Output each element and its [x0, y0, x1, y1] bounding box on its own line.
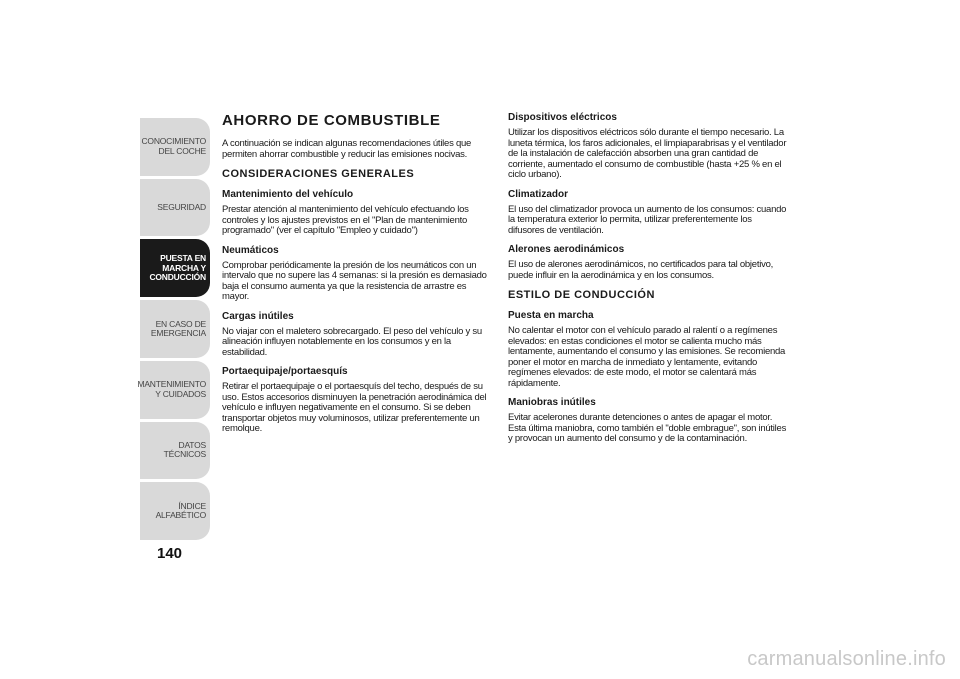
tab-seguridad[interactable]	[140, 179, 210, 237]
tab-label: ÍNDICE ALFABÉTICO	[155, 500, 206, 521]
subsection-text: El uso del climatizador provoca un aumento de los consumos: cuando la temperatura exterior lo permita, utilizar preferentemente los difusores de ventilación.	[508, 203, 787, 236]
subsection-heading: Neumáticos	[222, 244, 279, 256]
page-number: 140	[157, 545, 183, 562]
left-column	[222, 112, 494, 441]
subsection-text: Evitar acelerones durante detenciones o antes de apagar el motor. Esta última maniobra, como también el "doble embrague", son inútiles y provocan un aumento del consumo y de la contaminación.	[508, 412, 787, 444]
page-title: AHORRO DE COMBUSTIBLE	[222, 112, 441, 129]
tab-en-caso-de-emergencia[interactable]	[140, 300, 210, 358]
tab-indice-alfabetico[interactable]	[140, 482, 210, 540]
tab-datos-tecnicos[interactable]	[140, 422, 210, 480]
section-title: ESTILO DE CONDUCCIÓN	[508, 289, 655, 301]
tab-conocimiento-del-coche[interactable]	[140, 118, 210, 176]
subsection-heading: Mantenimiento del vehículo	[222, 189, 354, 200]
tab-label: EN CASO DE EMERGENCIA	[150, 318, 206, 339]
subsection-heading: Maniobras inútiles	[508, 397, 596, 408]
subsection-heading: Cargas inútiles	[222, 310, 294, 322]
subsection-text: Retirar el portaequipaje o el portaesquís del techo, después de su uso. Estos accesorios disminuyen la penetración aerodinámica del vehículo e influyen negativamente en el consumo. Si se deben transportar objetos muy voluminosos, utilizar preferentemente un remolque.	[222, 381, 487, 434]
tab-puesta-en-marcha[interactable]	[140, 239, 210, 297]
subsection-text: Comprobar periódicamente la presión de los neumáticos con un intervalo que no supere las 4 semanas: si la presión es demasiado baja el consumo aumenta ya que la resistencia de arrastre es mayor.	[222, 259, 487, 302]
subsection-text: El uso de alerones aerodinámicos, no certificados para tal objetivo, puede influir en la aerodinámica y en los consumos.	[508, 259, 773, 281]
tab-label: CONOCIMIENTO DEL COCHE	[141, 136, 206, 156]
intro-text: A continuación se indican algunas recomendaciones útiles que permiten ahorrar combustible y reducir las emisiones nocivas.	[222, 138, 472, 160]
subsection-heading: Alerones aerodinámicos	[508, 244, 625, 255]
subsection-heading: Puesta en marcha	[508, 310, 594, 321]
subsection-text: Utilizar los dispositivos eléctricos sólo durante el tiempo necesario. La luneta térmica, los faros adicionales, el limpiaparabrisas y el ventilador de la instalación de calefacción absorben una gran cantidad de corriente, aumentado el consumo de combustible (hasta +25 % en el ciclo urbano).	[508, 127, 787, 180]
watermark: carmanualsonline.info	[747, 648, 946, 670]
tab-label: PUESTA EN MARCHA Y CONDUCCIÓN	[149, 253, 206, 283]
subsection-text: Prestar atención al mantenimiento del vehículo efectuando los controles y los ajustes previstos en el "Plan de mantenimiento programado" (ver el capítulo "Empleo y cuidado")	[222, 204, 469, 236]
right-column	[508, 112, 788, 451]
section-title: CONSIDERACIONES GENERALES	[222, 168, 415, 180]
chapter-tabs	[137, 118, 210, 540]
subsection-heading: Climatizador	[508, 188, 569, 200]
subsection-text: No calentar el motor con el vehículo parado al ralentí o a regímenes elevados: en estas condiciones el motor se calienta mucho más lentamente, aumentando el consumo y las emisiones. Se recomienda poner el motor en marcha de inmediato y lentamente, evitando regímenes elevados: de este modo, el motor se calentará más rápidamente.	[508, 325, 786, 389]
subsection-heading: Portaequipaje/portaesquís	[222, 366, 348, 377]
subsection-heading: Dispositivos eléctricos	[508, 112, 617, 123]
tab-label: MANTENIMIENTO Y CUIDADOS	[137, 379, 206, 399]
subsection-text: No viajar con el maletero sobrecargado. El peso del vehículo y su alineación influyen notablemente en los consumos y en la estabilidad.	[222, 325, 482, 358]
tab-mantenimiento[interactable]	[137, 361, 210, 419]
tab-label: SEGURIDAD	[157, 201, 206, 212]
tab-label: DATOS TÉCNICOS	[163, 439, 206, 460]
